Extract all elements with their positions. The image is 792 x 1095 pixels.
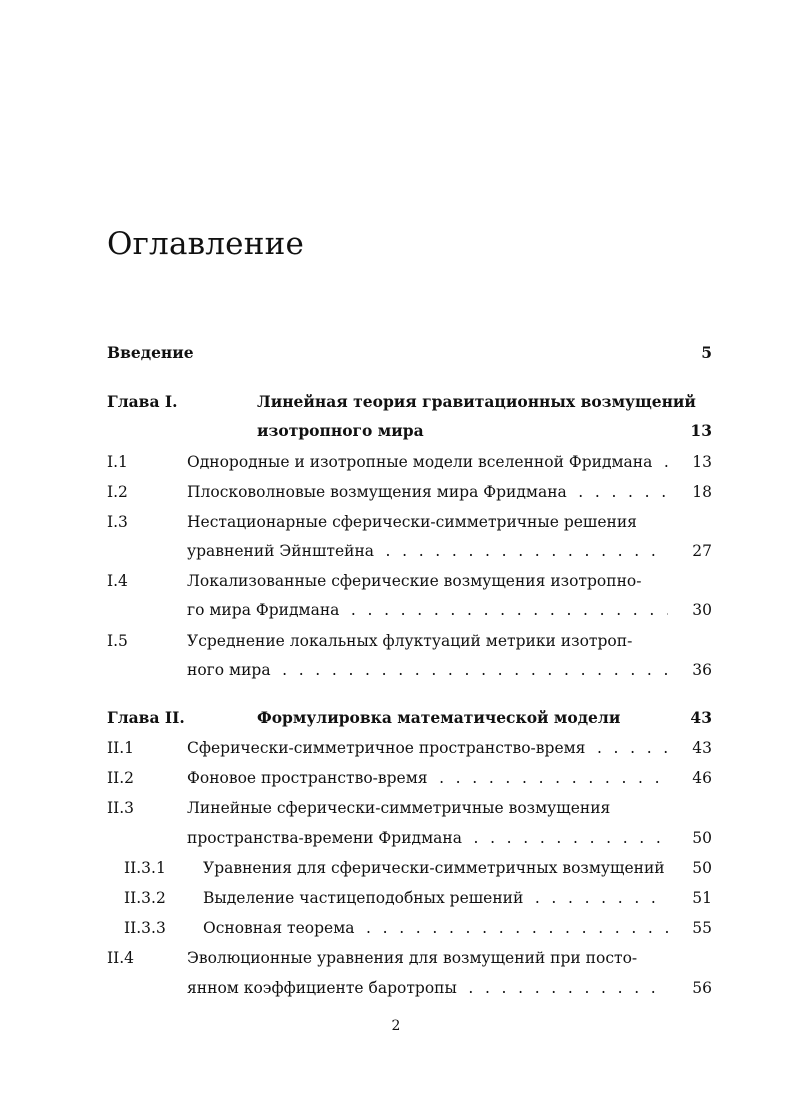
section-title-line2: янном коэффициенте баротропы [187, 979, 463, 997]
toc-section[interactable] [107, 796, 712, 820]
section-title: Плосковолновые возмущения мира Фридмана [187, 483, 573, 501]
toc-section-cont[interactable] [107, 976, 712, 1000]
toc-section-cont[interactable] [107, 826, 712, 850]
section-number: II.4 [107, 949, 135, 967]
toc-subsection[interactable] [107, 886, 712, 910]
section-title: Уравнения для сферически-симметричных возмущений [203, 859, 668, 877]
section-title: Выделение частицеподобных решений [203, 889, 529, 907]
section-page: 46 [692, 769, 712, 787]
toc-section[interactable] [107, 480, 712, 504]
section-page: 56 [692, 979, 712, 997]
toc-chapter-1-page: 13 [690, 421, 712, 440]
section-title: Основная теорема [203, 919, 361, 937]
section-number: I.4 [107, 572, 128, 590]
toc-chapter-1[interactable] [107, 390, 712, 414]
section-page: 27 [692, 542, 712, 560]
section-title-line2: уравнений Эйнштейна [187, 542, 380, 560]
page-number: 2 [391, 1018, 401, 1034]
page-title: Оглавление [107, 226, 304, 262]
section-page: 18 [692, 483, 712, 501]
section-title-line2: го мира Фридмана [187, 601, 345, 619]
toc-section-cont[interactable] [107, 539, 712, 563]
toc-chapter-1-title-line2: изотропного мира [257, 421, 430, 440]
toc-subsection[interactable] [107, 856, 712, 880]
toc-section[interactable] [107, 569, 712, 593]
toc-section[interactable] [107, 510, 712, 534]
section-title: Сферически-симметричное пространство-время [187, 739, 591, 757]
section-number: II.2 [107, 769, 135, 787]
section-number: I.3 [107, 513, 128, 531]
section-title-line1: Усреднение локальных флуктуаций метрики изотроп- [187, 632, 638, 650]
toc-section[interactable] [107, 629, 712, 653]
section-title-line2: пространства-времени Фридмана [187, 829, 468, 847]
section-page: 43 [692, 739, 712, 757]
toc-section-cont[interactable] [107, 598, 712, 622]
section-page: 55 [692, 919, 712, 937]
toc-chapter-1-cont[interactable] [107, 419, 712, 443]
toc-chapter-2-title: Формулировка математической модели [257, 708, 626, 727]
section-page: 13 [692, 453, 712, 471]
section-number: II.3.1 [124, 859, 166, 877]
section-page: 36 [692, 661, 712, 679]
section-number: I.1 [107, 453, 128, 471]
toc-section-cont[interactable] [107, 658, 712, 682]
section-page: 30 [692, 601, 712, 619]
section-number: I.2 [107, 483, 128, 501]
section-title-line1: Линейные сферически-симметричные возмущения [187, 799, 616, 817]
section-number: II.3.3 [124, 919, 166, 937]
toc-chapter-2-label: Глава II. [107, 708, 185, 727]
toc-entry-intro[interactable] [107, 341, 712, 365]
section-title-line1: Эволюционные уравнения для возмущений при посто- [187, 949, 643, 967]
toc-subsection[interactable] [107, 916, 712, 940]
section-number: II.3 [107, 799, 135, 817]
toc-chapter-2-page: 43 [690, 708, 712, 727]
section-title: Фоновое пространство-время [187, 769, 434, 787]
section-title-line1: Локализованные сферические возмущения изотропно- [187, 572, 648, 590]
toc-intro-page: 5 [701, 343, 712, 362]
section-title-line2: ного мира [187, 661, 277, 679]
section-page: 50 [692, 859, 712, 877]
section-title: Однородные и изотропные модели вселенной Фридмана [187, 453, 658, 471]
toc-chapter-2[interactable] [107, 706, 712, 730]
toc-section[interactable] [107, 736, 712, 760]
toc-section[interactable] [107, 766, 712, 790]
section-page: 51 [692, 889, 712, 907]
section-number: I.5 [107, 632, 128, 650]
section-number: II.3.2 [124, 889, 166, 907]
section-page: 50 [692, 829, 712, 847]
toc-chapter-1-label: Глава I. [107, 392, 178, 411]
toc-intro-title: Введение [107, 343, 200, 362]
toc-chapter-1-title-line1: Линейная теория гравитационных возмущений [257, 392, 702, 411]
section-title-line1: Нестационарные сферически-симметричные решения [187, 513, 643, 531]
toc-section[interactable] [107, 450, 712, 474]
section-number: II.1 [107, 739, 135, 757]
toc-section[interactable] [107, 946, 712, 970]
